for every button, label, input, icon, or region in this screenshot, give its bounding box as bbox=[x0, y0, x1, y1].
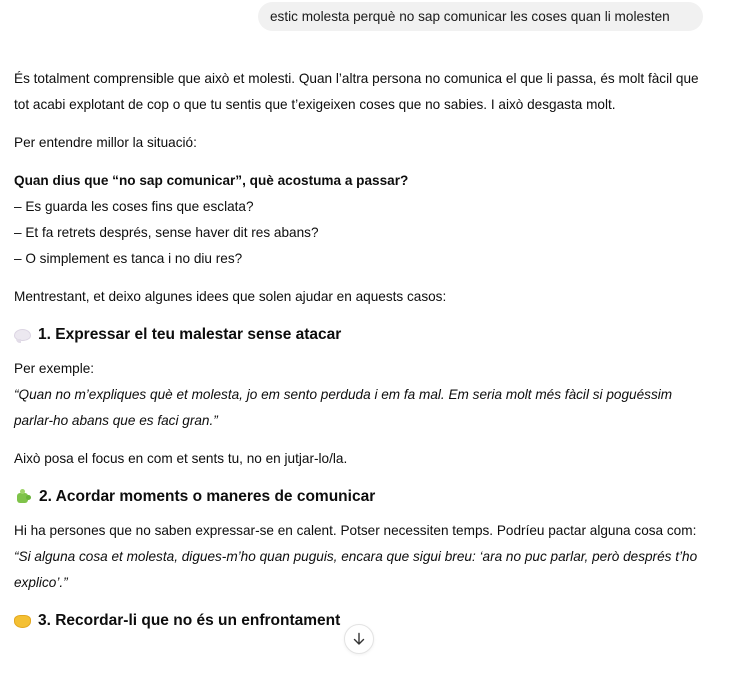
section-body-2 bbox=[14, 518, 714, 596]
puzzle-piece-icon bbox=[14, 489, 32, 505]
section-lead: Hi ha persones que no saben expressar-se en calent. Potser necessiten temps. Podríeu pactar alguna cosa com: bbox=[14, 523, 697, 538]
section-heading-2 bbox=[14, 484, 714, 510]
arrow-down-icon bbox=[352, 632, 366, 646]
question-block bbox=[14, 168, 714, 272]
section-note: Això posa el focus en com et sents tu, no en jutjar-lo/la. bbox=[14, 451, 348, 466]
section-body-1 bbox=[14, 356, 714, 434]
question-option: – Es guarda les coses fins que esclata? bbox=[14, 199, 254, 214]
understand-prompt: Per entendre millor la situació: bbox=[14, 135, 197, 150]
section-quote: “Quan no m’expliques què et molesta, jo em sento perduda i em fa mal. Em seria molt més fàcil si poguéssim parlar-ho abans que es faci gran.” bbox=[14, 387, 673, 428]
section-heading-1 bbox=[14, 322, 714, 348]
section-title: 1. Expressar el teu malestar sense atacar bbox=[38, 326, 342, 343]
handshake-icon bbox=[14, 615, 31, 628]
question-option: – O simplement es tanca i no diu res? bbox=[14, 251, 243, 266]
assistant-intro: És totalment comprensible que això et molesti. Quan l’altra persona no comunica el que li passa, és molt fàcil que tot acabi explotant de cop o que tu sentis que t’exigeixen coses que no sabies. I això desgasta molt. bbox=[14, 71, 699, 112]
question-option: – Et fa retrets després, sense haver dit res abans? bbox=[14, 225, 319, 240]
section-quote: “Si alguna cosa et molesta, digues-m’ho quan puguis, encara que sigui breu: ‘ara no puc parlar, però després t’ho explico’.” bbox=[14, 549, 698, 590]
meanwhile-text: Mentrestant, et deixo algunes idees que solen ajudar en aquests casos: bbox=[14, 289, 447, 304]
user-message-bubble: estic molesta perquè no sap comunicar les coses quan li molesten bbox=[258, 2, 703, 31]
speech-bubble-icon bbox=[14, 329, 31, 341]
scroll-to-bottom-button[interactable] bbox=[344, 624, 374, 654]
question-title: Quan dius que “no sap comunicar”, què acostuma a passar? bbox=[14, 173, 409, 188]
assistant-message bbox=[14, 66, 714, 642]
section-title: 3. Recordar-li que no és un enfrontament bbox=[38, 612, 341, 629]
user-message-row bbox=[0, 2, 741, 31]
section-title: 2. Acordar moments o maneres de comunicar bbox=[39, 488, 376, 505]
section-lead: Per exemple: bbox=[14, 361, 95, 376]
